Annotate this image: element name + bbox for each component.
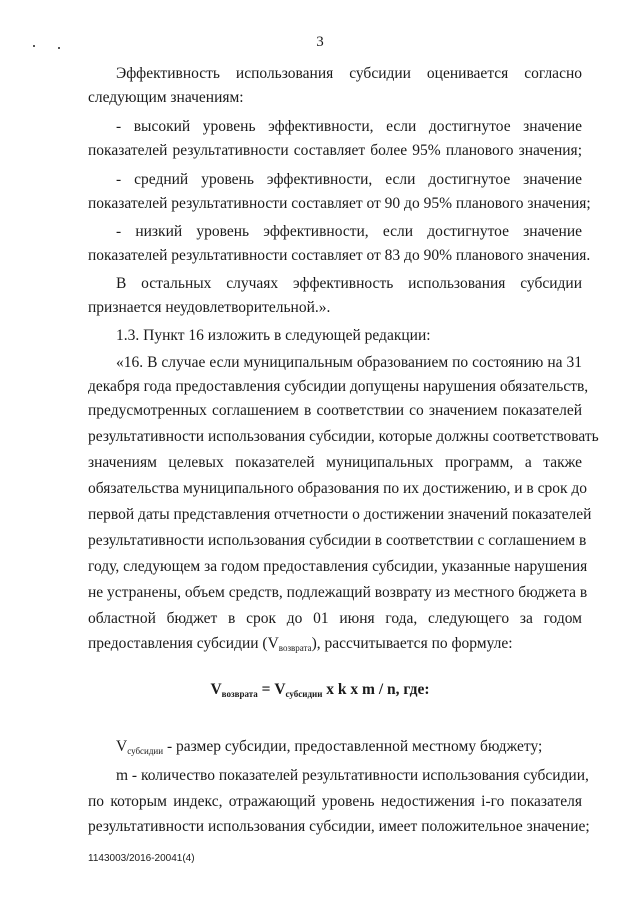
def-text: - размер субсидии, предоставленной местному бюджету; bbox=[163, 738, 543, 755]
list-item-line: - средний уровень эффективности, если достигнутое значение bbox=[116, 171, 582, 188]
paragraph-line: предусмотренных соглашением в соответствии со значением показателей bbox=[88, 402, 582, 419]
formula-subscript: субсидии bbox=[285, 689, 323, 699]
paragraph-line: «16. В случае если муниципальным образованием по состоянию на 31 bbox=[116, 354, 582, 371]
definition-line bbox=[116, 737, 610, 761]
subscript: возврата bbox=[278, 643, 312, 653]
page-number: 3 bbox=[316, 34, 324, 50]
paragraph-line: В остальных случаях эффективность использования субсидии bbox=[116, 275, 582, 292]
list-item-line: - высокий уровень эффективности, если достигнутое значение bbox=[116, 118, 582, 135]
paragraph-line bbox=[88, 634, 582, 658]
paragraph-line: результативности использования субсидии в соответствии с соглашением в bbox=[88, 532, 587, 549]
definition-line: результативности использования субсидии, имеет положительное значение; bbox=[88, 818, 590, 835]
paragraph-line: году, следующем за годом предоставления субсидии, указанные нарушения bbox=[88, 558, 588, 575]
definition-line: m - количество показателей результативности использования субсидии, bbox=[116, 767, 589, 784]
paragraph-line: не устранены, объем средств, подлежащий возврату из местного бюджета в bbox=[88, 584, 588, 601]
list-item-line: показателей результативности составляет от 90 до 95% планового значения; bbox=[88, 195, 591, 212]
paragraph-line: следующим значениям: bbox=[88, 89, 244, 106]
paragraph-line: Эффективность использования субсидии оценивается согласно bbox=[116, 65, 582, 82]
paragraph-line: областной бюджет в срок до 01 июня года, следующего за годом bbox=[88, 610, 582, 627]
paragraph-line: первой даты представления отчетности о достижении значений показателей bbox=[88, 506, 592, 523]
document-code: 1143003/2016-20041(4) bbox=[88, 853, 195, 864]
list-item-line: показателей результативности составляет от 83 до 90% планового значения. bbox=[88, 247, 591, 264]
section-heading-line: 1.3. Пункт 16 изложить в следующей редакции: bbox=[116, 327, 431, 344]
paragraph-line: декабря года предоставления субсидии допущены нарушения обязательств, bbox=[88, 378, 589, 395]
line-text: ), рассчитывается по формуле: bbox=[311, 635, 513, 652]
paragraph-line: результативности использования субсидии, которые должны соответствовать bbox=[88, 428, 599, 445]
line-text: предоставления субсидии (V bbox=[88, 635, 279, 652]
list-item-line: - низкий уровень эффективности, если достигнутое значение bbox=[116, 223, 582, 240]
list-item-line: показателей результативности составляет более 95% планового значения; bbox=[88, 142, 582, 159]
formula bbox=[0, 681, 640, 699]
def-subscript: субсидии bbox=[127, 746, 164, 756]
def-symbol: V bbox=[116, 738, 128, 755]
formula-subscript: возврата bbox=[221, 689, 258, 699]
definition-line: по которым индекс, отражающий уровень недостижения i-го показателя bbox=[88, 793, 582, 810]
formula-text: x k x m / n, где: bbox=[322, 681, 430, 698]
paragraph-line: обязательства муниципального образования по их достижению, и в срок до bbox=[88, 480, 587, 497]
paragraph-line: признается неудовлетворительной.». bbox=[88, 299, 331, 316]
formula-text: = V bbox=[257, 681, 286, 698]
formula-symbol: V bbox=[210, 681, 222, 698]
paragraph-line: значениям целевых показателей муниципальных программ, а также bbox=[88, 454, 582, 471]
